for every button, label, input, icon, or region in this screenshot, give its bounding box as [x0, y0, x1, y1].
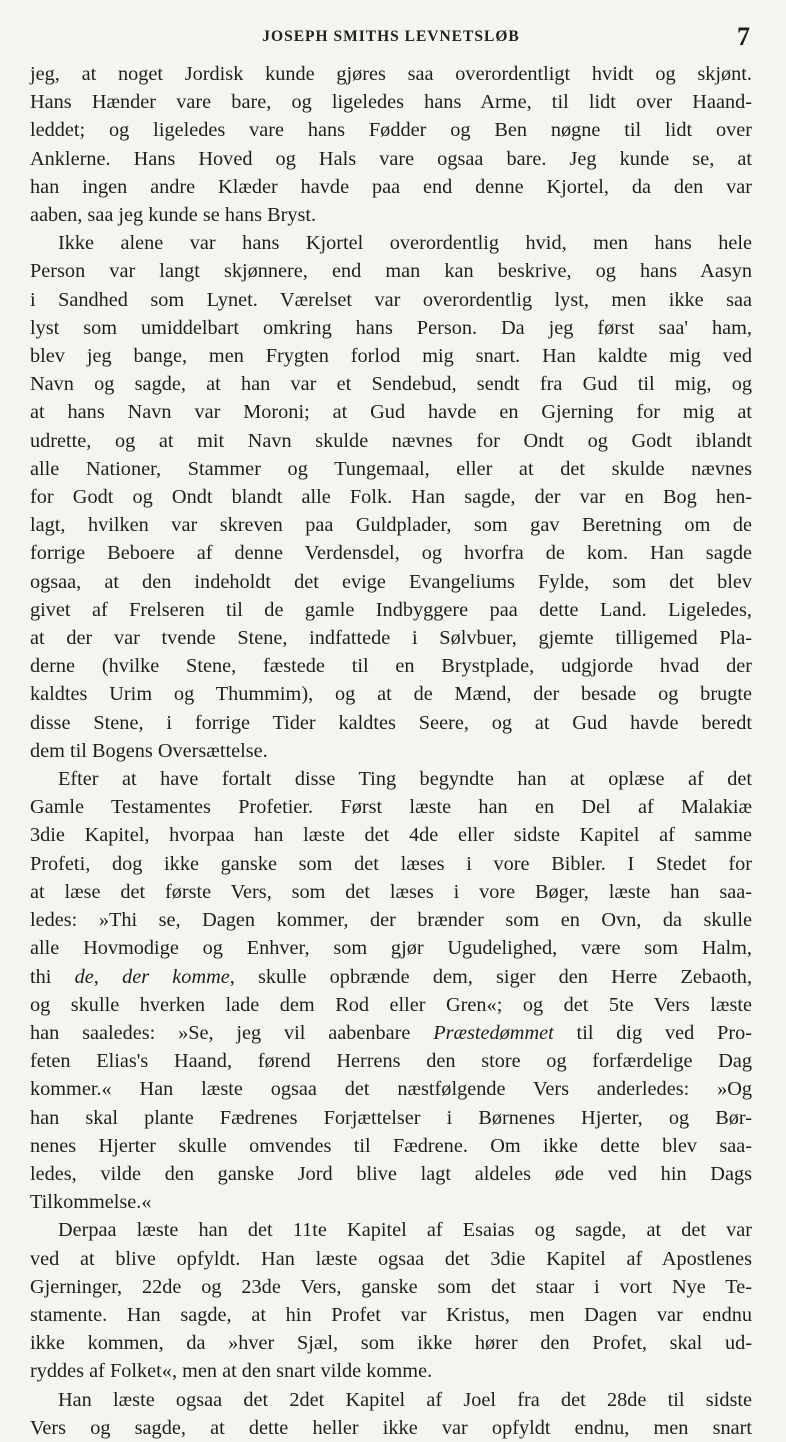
text-line: Navn og sagde, at han var et Sendebud, sendt fra Gud til mig, og	[30, 373, 752, 396]
text-line: disse Stene, i forrige Tider kaldtes Seere, og at Gud havde beredt	[30, 711, 752, 734]
text-line: dem til Bogens Oversættelse.	[30, 739, 268, 762]
text-line: stamente. Han sagde, at hin Profet var Kristus, men Dagen var endnu	[30, 1303, 752, 1326]
text-line	[30, 963, 752, 991]
text-line: ledes, vilde den ganske Jord blive lagt aldeles øde ved hin Dags	[30, 1162, 752, 1185]
text-line: udrette, og at mit Navn skulde nævnes for Ondt og Godt iblandt	[30, 429, 752, 452]
text-line: at der var tvende Stene, indfattede i Sølvbuer, gjemte tilligemed Pla-	[30, 627, 752, 650]
emphasized-text: Præstedømmet	[433, 1021, 554, 1044]
text-line: Person var langt skjønnere, end man kan beskrive, og hans Aasyn	[30, 260, 752, 283]
text-segment: ,	[93, 965, 123, 988]
text-line: alle Nationer, Stammer og Tungemaal, eller at det skulde nævnes	[30, 457, 752, 480]
running-title: JOSEPH SMITHS LEVNETSLØB	[262, 28, 520, 45]
emphasized-text: de	[74, 965, 94, 988]
text-line: Han læste ogsaa det 2det Kapitel af Joel fra det 28de til sidste	[58, 1388, 752, 1411]
text-line: forrige Beboere af denne Verdensdel, og hvorfra de kom. Han sagde	[30, 542, 752, 565]
text-line: jeg, at noget Jordisk kunde gjøres saa overordentligt hvidt og skjønt.	[30, 63, 752, 85]
text-line: Derpaa læste han det 11te Kapitel af Esaias og sagde, at det var	[58, 1219, 752, 1242]
text-line: han skal plante Fædrenes Forjættelser i Børnenes Hjerter, og Bør-	[30, 1106, 752, 1129]
text-segment: thi	[30, 965, 75, 988]
text-line: Gjerninger, 22de og 23de Vers, ganske som det staar i vort Nye Te-	[30, 1275, 752, 1298]
text-line: alle Hovmodige og Enhver, som gjør Ugudelighed, være som Halm,	[30, 937, 752, 960]
text-line	[30, 1019, 752, 1047]
text-line: kommer.« Han læste ogsaa det næstfølgende Vers anderledes: »Og	[30, 1078, 752, 1101]
text-line: han ingen andre Klæder havde paa end denne Kjortel, da den var	[30, 175, 752, 198]
text-line: Hans Hænder vare bare, og ligeledes hans Arme, til lidt over Haand-	[30, 91, 752, 114]
text-line: ikke kommen, da »hver Sjæl, som ikke hører den Profet, skal ud-	[30, 1332, 752, 1355]
text-line: for Godt og Ondt blandt alle Folk. Han sagde, der var en Bog hen-	[30, 486, 752, 509]
text-line: og skulle hverken lade dem Rod eller Gren«; og det 5te Vers læste	[30, 993, 752, 1016]
text-line: ved at blive opfyldt. Han læste ogsaa det 3die Kapitel af Apostlenes	[30, 1247, 752, 1270]
text-line: Tilkommelse.«	[30, 1191, 152, 1214]
page-header	[30, 22, 752, 60]
text-segment: , skulle opbrænde dem, siger den Herre Zebaoth,	[229, 965, 753, 988]
text-line: Ikke alene var hans Kjortel overordentlig hvid, men hans hele	[58, 232, 752, 255]
text-line: leddet; og ligeledes vare hans Fødder og Ben nøgne til lidt over	[30, 119, 752, 142]
text-line: derne (hvilke Stene, fæstede til en Brystplade, udgjorde hvad der	[30, 655, 752, 678]
text-line: ogsaa, at den indeholdt det evige Evangeliums Fylde, som det blev	[30, 570, 752, 593]
text-line: ledes: »Thi se, Dagen kommer, der brænder som en Ovn, da skulle	[30, 909, 752, 932]
text-line: at læse det første Vers, som det læses i vore Bøger, læste han saa-	[30, 880, 752, 903]
text-line: blev jeg bange, men Frygten forlod mig snart. Han kaldte mig ved	[30, 345, 752, 368]
text-segment: han saaledes: »Se, jeg vil aabenbare	[30, 1021, 434, 1044]
text-line: nenes Hjerter skulle omvendes til Fædrene. Om ikke dette blev saa-	[30, 1134, 752, 1157]
text-line: i Sandhed som Lynet. Værelset var overordentlig lyst, men ikke saa	[30, 288, 752, 311]
text-line: Efter at have fortalt disse Ting begyndte han at oplæse af det	[58, 768, 752, 791]
text-line: 3die Kapitel, hvorpaa han læste det 4de eller sidste Kapitel af samme	[30, 824, 752, 847]
text-line: Gamle Testamentes Profetier. Først læste han en Del af Malakiæ	[30, 796, 752, 819]
text-line: ryddes af Folket«, men at den snart vilde komme.	[30, 1360, 433, 1383]
text-line: aaben, saa jeg kunde se hans Bryst.	[30, 204, 317, 227]
text-line: Vers og sagde, at dette heller ikke var opfyldt endnu, men snart	[30, 1416, 752, 1439]
text-line: Anklerne. Hans Hoved og Hals vare ogsaa bare. Jeg kunde se, at	[30, 147, 752, 170]
text-line: lyst som umiddelbart omkring hans Person. Da jeg først saa' ham,	[30, 316, 752, 339]
text-line: feten Elias's Haand, førend Herrens den store og forfærdelige Dag	[30, 1050, 752, 1073]
body-text	[30, 60, 752, 1442]
text-line: Profeti, dog ikke ganske som det læses i vore Bibler. I Stedet for	[30, 852, 752, 875]
page-number: 7	[737, 22, 750, 51]
text-line: kaldtes Urim og Thummim), og at de Mænd, der besade og brugte	[30, 683, 752, 706]
text-line: lagt, hvilken var skreven paa Guldplader, som gav Beretning om de	[30, 514, 752, 537]
emphasized-text: der komme	[122, 965, 230, 988]
text-line: givet af Frelseren til de gamle Indbyggere paa dette Land. Ligeledes,	[30, 598, 752, 621]
text-line: at hans Navn var Moroni; at Gud havde en Gjerning for mig at	[30, 401, 752, 424]
text-segment: til dig ved Pro-	[553, 1021, 752, 1044]
